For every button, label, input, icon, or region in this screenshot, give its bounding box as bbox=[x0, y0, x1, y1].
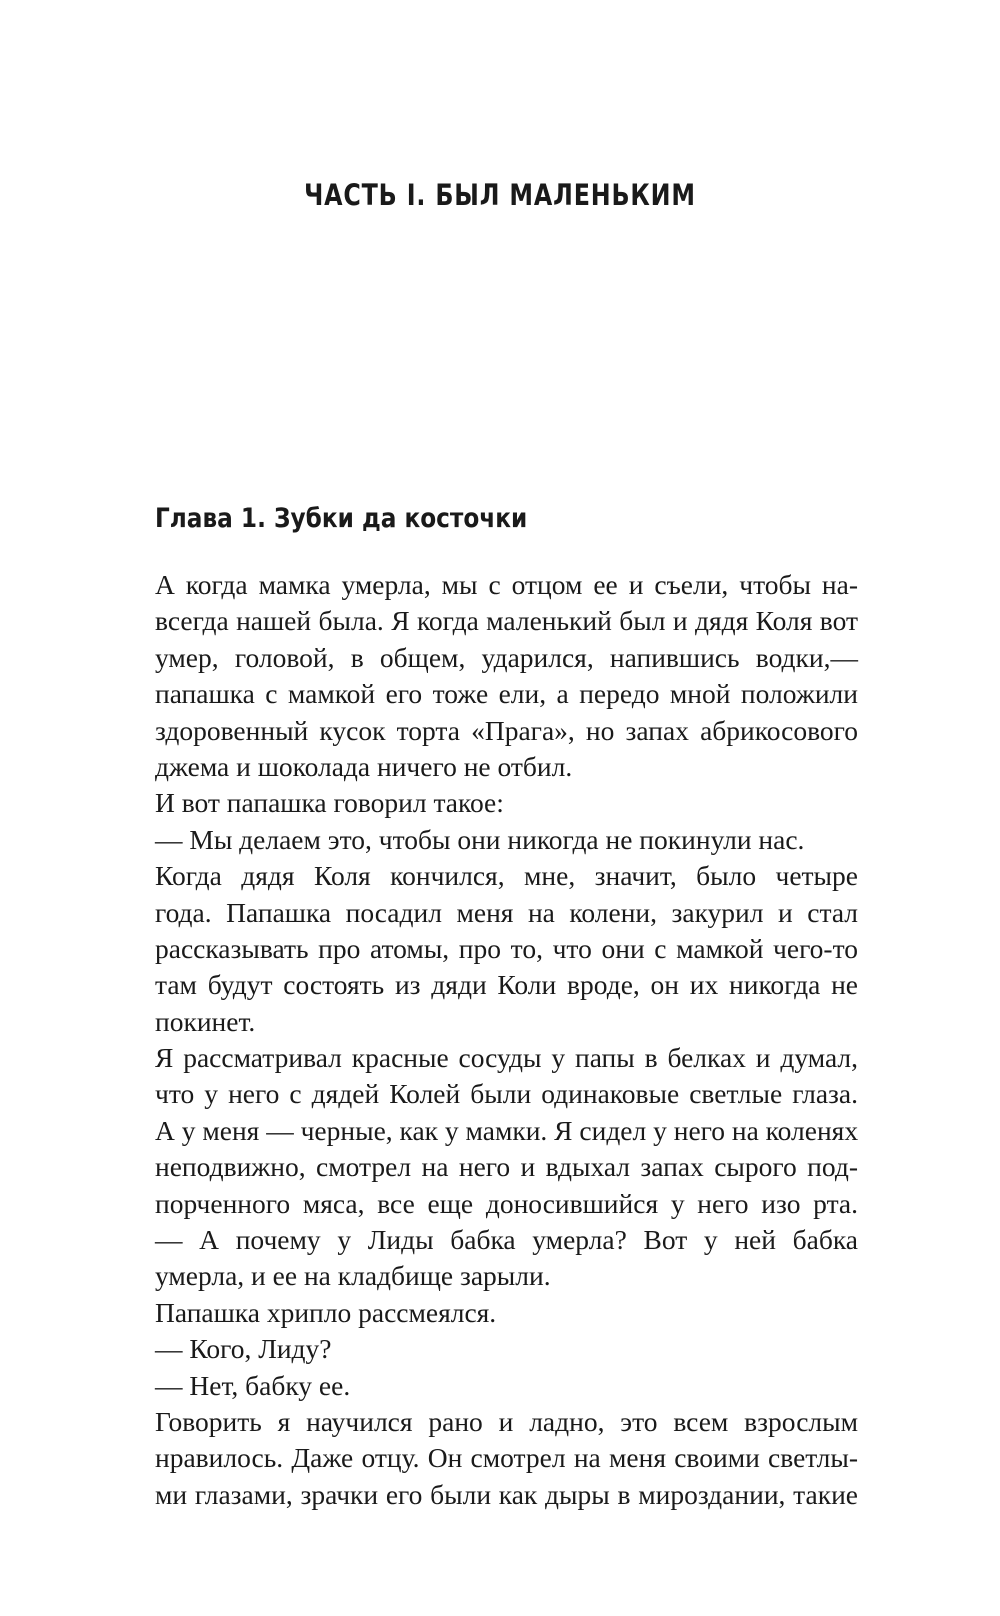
text-line: покинет. bbox=[155, 1005, 256, 1037]
text-line: ми глазами, зрачки его были как дыры в мироздании, такие bbox=[155, 1478, 858, 1510]
text-line: А у меня — черные, как у мамки. Я сидел у него на коленях bbox=[155, 1114, 859, 1146]
part-title: ЧАСТЬ I. БЫЛ МАЛЕНЬКИМ bbox=[304, 178, 696, 212]
text-line: порченного мяса, все еще доносившийся у него изо рта. bbox=[155, 1187, 858, 1219]
text-line: папашка с мамкой его тоже ели, а передо мной положили bbox=[155, 678, 858, 710]
text-line: умерла, и ее на кладбище зарыли. bbox=[155, 1260, 551, 1292]
text-line: что у него с дядей Колей были одинаковые светлые глаза. bbox=[155, 1078, 858, 1110]
text-line: — Мы делаем это, чтобы они никогда не покинули нас. bbox=[155, 823, 805, 855]
text-line: Когда дядя Коля кончился, мне, значит, было четыре bbox=[155, 860, 858, 892]
text-line: там будут состоять из дяди Коли вроде, он их никогда не bbox=[155, 969, 858, 1001]
text-line: нравилось. Даже отцу. Он смотрел на меня своими светлы- bbox=[155, 1442, 858, 1474]
text-line: Папашка хрипло рассмеялся. bbox=[155, 1296, 497, 1328]
text-line: Говорить я научился рано и ладно, это всем взрослым bbox=[155, 1405, 858, 1437]
text-line: неподвижно, смотрел на него и вдыхал запах сырого под- bbox=[155, 1151, 858, 1183]
text-line: — Нет, бабку ее. bbox=[155, 1369, 351, 1401]
text-line: умер, головой, в общем, ударился, напившись водки,— bbox=[155, 641, 858, 673]
body-text bbox=[155, 567, 858, 1513]
text-line: всегда нашей была. Я когда маленький был и дядя Коля вот bbox=[155, 605, 858, 637]
text-line: И вот папашка говорил такое: bbox=[155, 787, 504, 819]
text-line: — Кого, Лиду? bbox=[155, 1333, 332, 1365]
text-line: — А почему у Лиды бабка умерла? Вот у ней бабка bbox=[155, 1224, 858, 1256]
text-line: А когда мамка умерла, мы с отцом ее и съели, чтобы на- bbox=[155, 569, 858, 600]
text-line: года. Папашка посадил меня на колени, закурил и стал bbox=[155, 896, 858, 928]
text-line: Я рассматривал красные сосуды у папы в белках и думал, bbox=[155, 1042, 858, 1074]
text-line: джема и шоколада ничего не отбил. bbox=[155, 750, 573, 782]
text-line: здоровенный кусок торта «Прага», но запах абрикосового bbox=[155, 714, 858, 746]
text-line: рассказывать про атомы, про то, что они с мамкой чего-то bbox=[155, 932, 858, 964]
chapter-title: Глава 1. Зубки да косточки bbox=[155, 503, 528, 534]
